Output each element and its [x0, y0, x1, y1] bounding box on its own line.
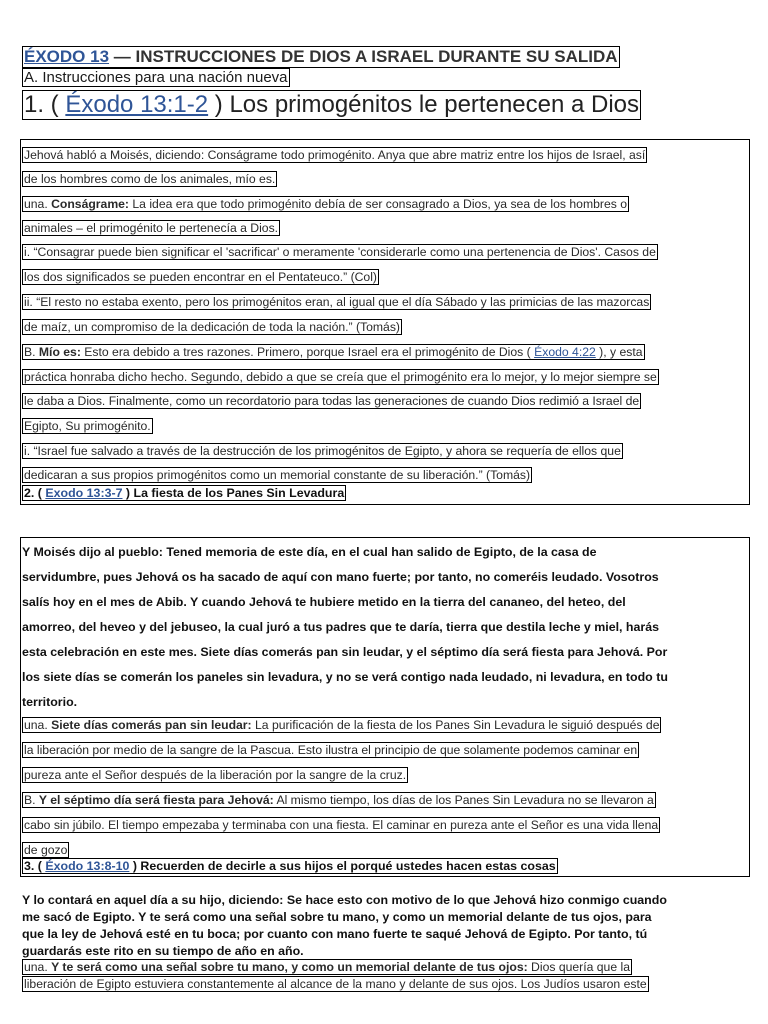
s1-line-8: de maíz, un compromiso de la dedicación de toda la nación.” (Tomás) [24, 320, 400, 334]
exodo-4-22-link[interactable]: Éxodo 4:22 [534, 345, 596, 359]
s1-line-11: le daba a Dios. Finalmente, como un recordatorio para todas las generaciones de cuando Dios redimió a Israel de [24, 394, 640, 408]
section-3-heading: 3. ( Éxodo 13:8-10 ) Recuerden de decirle a sus hijos el porqué ustedes hacen estas cosas [24, 859, 556, 873]
chapter-link[interactable]: ÉXODO 13 [24, 47, 110, 66]
s1-line-2: de los hombres como de los animales, mío es. [24, 172, 276, 186]
chapter-title [22, 46, 620, 68]
s1-line-3: una. Conságrame: La idea era que todo primogénito debía de ser consagrado a Dios, ya sea de los hombres o [24, 197, 627, 211]
s3-verse-3: que la ley de Jehová esté en tu boca; por cuanto con mano fuerte te saqué Jehová de Egipto. Por tanto, tú [22, 927, 648, 941]
s3-comment-1: una. Y te será como una señal sobre tu mano, y como un memorial delante de tus ojos: Dios quería que la [24, 960, 630, 974]
s3-comment-2: liberación de Egipto estuviera constantemente al alcance de la mano y delante de sus ojos. Los Judíos usaron este [24, 977, 647, 991]
s2-verse-2: servidumbre, pues Jehová os ha sacado de aquí con mano fuerte; por tanto, no comeréis leudado. Vosotros [22, 570, 659, 584]
section-2-heading: 2. ( Exodo 13:3-7 ) La fiesta de los Panes Sin Levadura [24, 486, 345, 500]
s2-comment-1: una. Siete días comerás pan sin leudar: La purificación de la fiesta de los Panes Sin Levadura le siguió después de [24, 718, 660, 732]
s2-verse-5: esta celebración en este mes. Siete días comerás pan sin leudar, y el séptimo día será fiesta para Jehová. Por [22, 645, 668, 659]
s2-comment-6: de gozo [24, 843, 68, 857]
section-1-link[interactable]: Éxodo 13:1-2 [65, 91, 209, 118]
s1-line-5: i. “Consagrar puede bien significar el 'sacrificar' o meramente 'considerarle como una pertenencia de Dios'. Casos de [24, 245, 656, 259]
s3-verse-4: guardarás este rito en su tiempo de año en año. [22, 944, 304, 958]
s2-verse-7: territorio. [22, 695, 78, 709]
s2-comment-4: B. Y el séptimo día será fiesta para Jehová: Al mismo tiempo, los días de los Panes Sin Levadura no se llevaron a [24, 793, 654, 807]
s1-line-1: Jehová habló a Moisés, diciendo: Conságrame todo primogénito. Anya que abre matriz entre los hijos de Israel, así [24, 148, 646, 162]
s2-verse-4: amorreo, del heveo y del jebuseo, la cual juró a tus padres que te daría, tierra que destila leche y miel, harás [22, 620, 659, 634]
chapter-title-text: — INSTRUCCIONES DE DIOS A ISRAEL DURANTE SU SALIDA [109, 47, 618, 66]
s1-line-7: ii. “El resto no estaba exento, pero los primogénitos eran, al igual que el día Sábado y las primicias de las mazorcas [24, 295, 650, 309]
section-1-suffix: ) Los primogénitos le pertenecen a Dios [208, 91, 640, 118]
s1-line-4: animales – el primogénito le pertenecía a Dios. [24, 221, 279, 235]
s1-line-10: práctica honraba dicho hecho. Segundo, debido a que se creía que el primogénito era lo mejor, y lo mejor siempre se [24, 370, 657, 384]
s3-verse-2: me sacó de Egipto. Y te será como una señal sobre tu mano, y como un memorial delante de tus ojos, para [22, 910, 652, 924]
section-1-prefix: 1. ( [24, 91, 66, 118]
s2-comment-2: la liberación por medio de la sangre de la Pascua. Esto ilustra el principio de que solamente podemos caminar en [24, 743, 638, 757]
section-2-link[interactable]: Exodo 13:3-7 [45, 486, 123, 500]
section-3-link[interactable]: Éxodo 13:8-10 [45, 859, 130, 873]
s3-verse-1: Y lo contará en aquel día a su hijo, diciendo: Se hace esto con motivo de lo que Jehová hizo conmigo cuando [22, 893, 667, 907]
s1-line-13: i. “Israel fue salvado a través de la destrucción de los primogénitos de Egipto, y ahora se requería de ellos que [24, 444, 621, 458]
s2-verse-3: salís hoy en el mes de Abib. Y cuando Jehová te hubiere metido en la tierra del cananeo, del heteo, del [22, 595, 626, 609]
s2-comment-3: pureza ante el Señor después de la liberación por la sangre de la cruz. [24, 768, 407, 782]
s1-line-6: los dos significados se pueden encontrar en el Pentateuco.” (Col) [24, 270, 377, 284]
subtitle: A. Instrucciones para una nación nueva [24, 69, 288, 86]
s2-verse-6: los siete días se comerán los paneles sin levadura, y no se verá contigo nada leudado, ni levadura, en todo tu [22, 670, 668, 684]
s2-comment-5: cabo sin júbilo. El tiempo empezaba y terminaba con una fiesta. El caminar en pureza ante el Señor es una vida llena [24, 818, 659, 832]
s1-line-14: dedicaran a sus propios primogénitos como un memorial constante de su liberación.” (Tomás) [24, 468, 531, 482]
s2-verse-1: Y Moisés dijo al pueblo: Tened memoria de este día, en el cual han salido de Egipto, de la casa de [22, 545, 597, 559]
section-1-heading [22, 90, 641, 120]
s1-line-9: B. Mío es: Esto era debido a tres razones. Primero, porque Israel era el primogénito de Dios ( Éxodo 4:22 ), y esta [24, 345, 643, 359]
s1-line-12: Egipto, Su primogénito. [24, 419, 151, 433]
